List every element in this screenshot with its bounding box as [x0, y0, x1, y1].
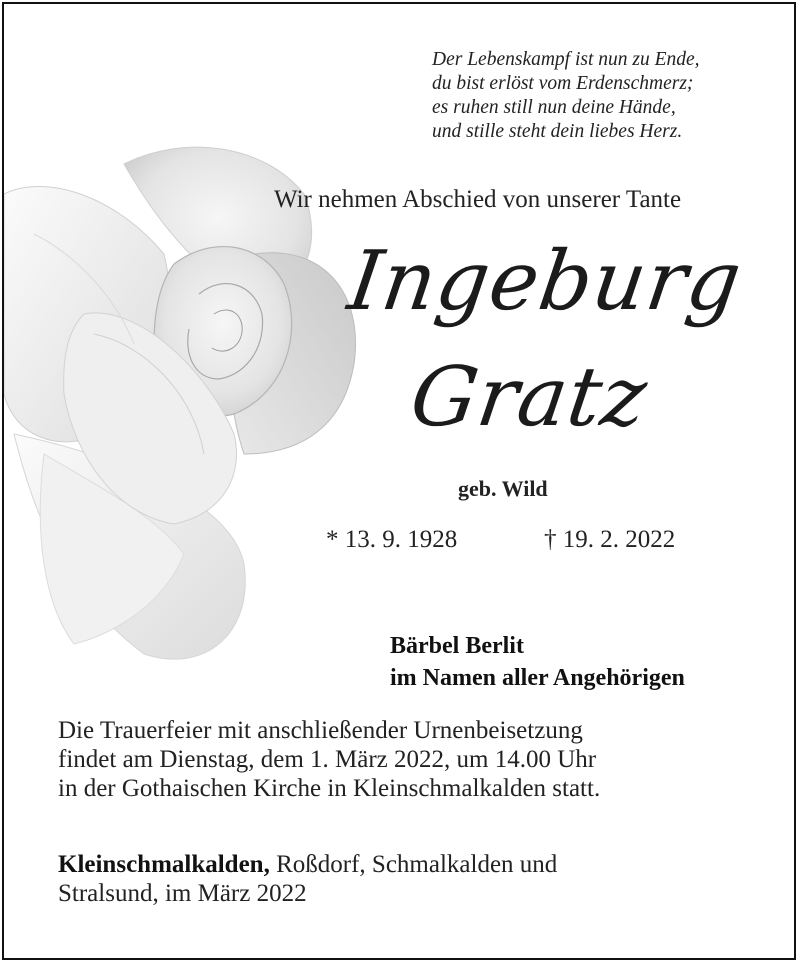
- place-date: [58, 850, 778, 908]
- service-line: Die Trauerfeier mit anschließender Urnenbeisetzung: [58, 717, 583, 744]
- deceased-last-name: Gratz: [405, 350, 654, 445]
- place-line-2: Stralsund, im März 2022: [58, 880, 307, 907]
- place-line-1: [58, 850, 778, 879]
- deceased-first-name: Ingeburg: [342, 234, 748, 329]
- death-date: † 19. 2. 2022: [544, 526, 676, 553]
- poem-line: Der Lebenskampf ist nun zu Ende,: [432, 49, 700, 70]
- place-town: Kleinschmalkalden,: [58, 851, 270, 878]
- poem-line: du bist erlöst vom Erdenschmerz;: [432, 73, 694, 94]
- signer-name: Bärbel Berlit: [390, 633, 524, 659]
- poem-line: und stille steht dein liebes Herz.: [432, 121, 683, 142]
- obituary-notice: [2, 2, 796, 960]
- intro-text: Wir nehmen Abschied von unserer Tante: [274, 186, 682, 213]
- signer-line: im Namen aller Angehörigen: [390, 665, 685, 691]
- signer-block: [390, 630, 685, 694]
- service-info: [58, 716, 778, 803]
- place-others: Roßdorf, Schmalkalden und: [269, 851, 558, 878]
- service-line: findet am Dienstag, dem 1. März 2022, um 14.00 Uhr: [58, 746, 597, 773]
- rose-image: [4, 134, 384, 674]
- poem-line: es ruhen still nun deine Hände,: [432, 97, 676, 118]
- poem: [432, 48, 772, 144]
- maiden-name: geb. Wild: [458, 476, 548, 501]
- service-line: in der Gothaischen Kirche in Kleinschmalkalden statt.: [58, 775, 601, 802]
- birth-date: * 13. 9. 1928: [326, 526, 458, 553]
